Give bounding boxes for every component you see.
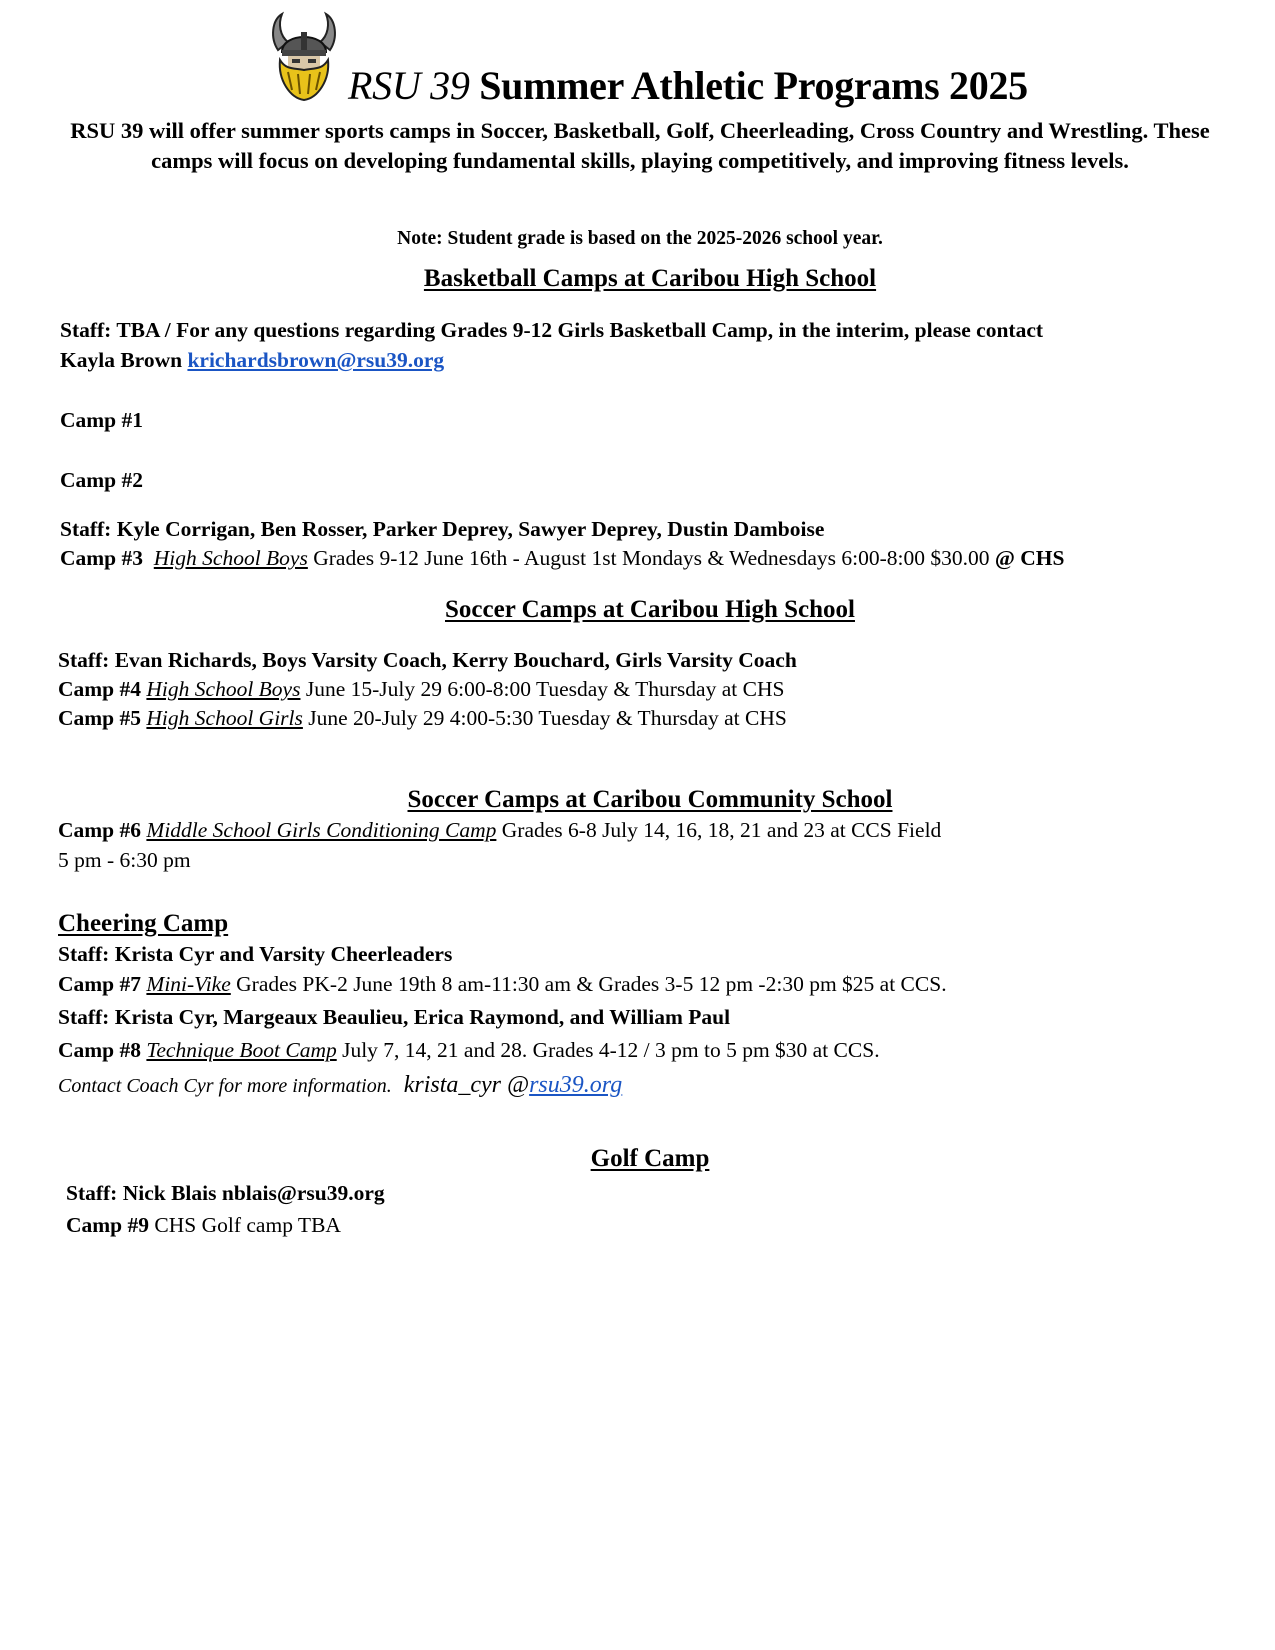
camp-8-label: Camp #8 [58,1038,142,1062]
grade-note: Note: Student grade is based on the 2025-2026 school year. [397,228,883,249]
contact-text: Contact Coach Cyr for more information. [58,1075,392,1097]
camp-4-label: Camp #4 [58,677,142,701]
camp-3-label: Camp #3 [60,546,144,570]
camp-1-label: Camp #1 [60,408,144,432]
camp-7-label: Camp #7 [58,972,142,996]
viking-mascot-icon [268,10,340,102]
basketball-staff-line1: Staff: TBA / For any questions regarding Grades 9-12 Girls Basketball Camp, in the interim, please contact [60,318,1044,342]
title-org: RSU 39 [348,63,470,108]
cheer-staff-2: Staff: Krista Cyr, Margeaux Beaulieu, Erica Raymond, and William Paul [58,1005,731,1029]
basketball-staff-line2 [60,348,444,373]
camp-3-location: @ CHS [994,546,1065,570]
camp-6-name: Middle School Girls Conditioning Camp [146,818,497,842]
camp-4-row [58,677,784,702]
basketball-heading: Basketball Camps at Caribou High School [423,265,877,292]
camp-9-details: CHS Golf camp TBA [149,1213,341,1237]
camp-9-row [66,1213,341,1238]
camp-2-label: Camp #2 [60,468,144,492]
contact-user: krista_cyr @ [391,1072,530,1098]
camp-7-details: Grades PK-2 June 19th 8 am-11:30 am & Grades 3-5 12 pm -2:30 pm $25 at CCS. [230,972,947,996]
camp-4-name: High School Boys [146,677,301,701]
camp-6-time: 5 pm - 6:30 pm [58,848,191,872]
krichardsbrown-email-link[interactable]: krichardsbrown@rsu39.org [187,348,445,372]
camp-5-row [58,706,787,731]
camp-8-name: Technique Boot Camp [146,1038,337,1062]
camp-3-name: High School Boys [153,546,308,570]
intro-paragraph: RSU 39 will offer summer sports camps in Soccer, Basketball, Golf, Cheerleading, Cross Country and Wrestling. These camps will focus on developing fundamental skills, playing competitively, and improving fitness levels. [70,118,1210,173]
camp-8-row [58,1038,880,1063]
camp-7-row [58,972,947,997]
camp-3-row [60,546,1064,571]
page-title [348,62,1028,109]
camp-9-label: Camp #9 [66,1213,150,1237]
contact-name: Kayla Brown [60,348,188,372]
camp-6-row [58,818,941,843]
soccer-ccs-heading: Soccer Camps at Caribou Community School [407,786,893,813]
camp-5-name: High School Girls [146,706,303,730]
golf-staff: Staff: Nick Blais nblais@rsu39.org [66,1181,385,1205]
camp-5-details: June 20-July 29 4:00-5:30 Tuesday & Thursday at CHS [302,706,787,730]
golf-heading: Golf Camp [590,1145,710,1172]
cheer-heading: Cheering Camp [58,910,229,937]
camp-6-details: Grades 6-8 July 14, 16, 18, 21 and 23 at CCS Field [496,818,942,842]
camp-4-details: June 15-July 29 6:00-8:00 Tuesday & Thursday at CHS [300,677,785,701]
soccer-chs-heading: Soccer Camps at Caribou High School [445,596,855,623]
camp-3-details: Grades 9-12 June 16th - August 1st Mondays & Wednesdays 6:00-8:00 $30.00 [307,546,995,570]
rsu39-link[interactable]: rsu39.org [529,1072,623,1098]
title-text: Summer Athletic Programs 2025 [469,63,1028,108]
camp-6-label: Camp #6 [58,818,142,842]
cheer-contact [58,1072,622,1099]
cheer-staff-1: Staff: Krista Cyr and Varsity Cheerleaders [58,942,453,966]
camp-5-label: Camp #5 [58,706,142,730]
camp-8-details: July 7, 14, 21 and 28. Grades 4-12 / 3 pm to 5 pm $30 at CCS. [336,1038,880,1062]
camp-7-name: Mini-Vike [146,972,231,996]
basketball-staff-2: Staff: Kyle Corrigan, Ben Rosser, Parker Deprey, Sawyer Deprey, Dustin Damboise [60,517,825,541]
soccer-chs-staff: Staff: Evan Richards, Boys Varsity Coach, Kerry Bouchard, Girls Varsity Coach [58,648,797,672]
